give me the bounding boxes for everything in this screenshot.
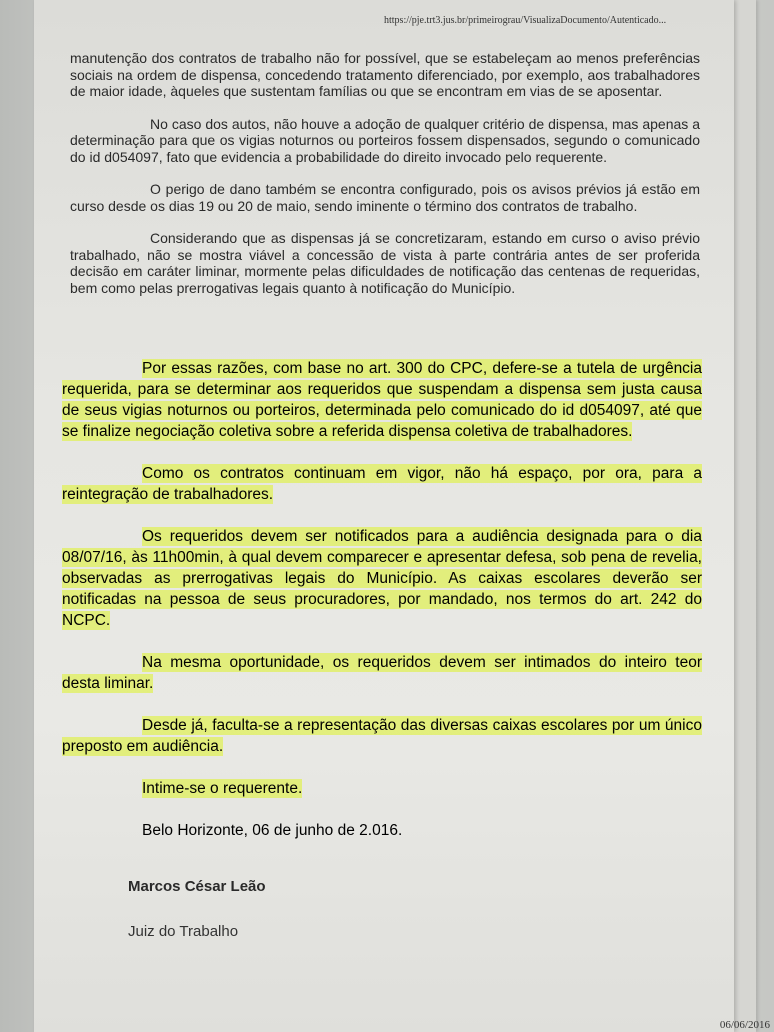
signer-name: Marcos César Leão	[128, 878, 266, 895]
paragraph-9: Desde já, faculta-se a representação das diversas caixas escolares por um único preposto em audiência.	[62, 717, 702, 755]
paragraph-7: Os requeridos devem ser notificados para a audiência designada para o dia 08/07/16, às 11h00min, à qual devem comparecer e apresentar defesa, sob pena de revelia, observadas as prerrogativas legais do Município. As caixas escolares deverão ser notificadas na pessoa de seus procuradores, por mandado, nos termos do art. 242 do NCPC.	[62, 528, 702, 629]
paragraph-6: Como os contratos continuam em vigor, não há espaço, por ora, para a reintegração de trabalhadores.	[62, 465, 702, 503]
paragraph-10: Intime-se o requerente.	[142, 780, 303, 797]
paragraph-11: Belo Horizonte, 06 de junho de 2.016.	[142, 822, 403, 839]
paragraph-3: O perigo de dano também se encontra configurado, pois os avisos prévios já estão em curso desde os dias 19 ou 20 de maio, sendo iminente o término dos contratos de trabalho.	[70, 181, 700, 214]
document-body	[70, 50, 700, 312]
highlighted-section	[62, 358, 702, 841]
signature-block	[128, 878, 266, 940]
paragraph-8: Na mesma oportunidade, os requeridos devem ser intimados do inteiro teor desta liminar.	[62, 654, 702, 692]
document-url: https://pje.trt3.jus.br/primeirograu/VisualizaDocumento/Autenticado...	[384, 15, 667, 26]
paragraph-1: manutenção dos contratos de trabalho não for possível, que se estabeleçam ao menos preferências sociais na ordem de dispensa, concedendo tratamento diferenciado, por exemplo, aos trabalhadores de maior idade, àqueles que sustentam famílias ou que se encontram em vias de se aposentar.	[70, 50, 700, 99]
signer-role: Juiz do Trabalho	[128, 923, 239, 940]
paragraph-5: Por essas razões, com base no art. 300 do CPC, defere-se a tutela de urgência requerida, para se determinar aos requeridos que suspendam a dispensa sem justa causa de seus vigias noturnos ou porteiros, determinada pelo comunicado do id d054097, até que se finalize negociação coletiva sobre a referida dispensa coletiva de trabalhadores.	[62, 360, 702, 440]
paragraph-2: No caso dos autos, não houve a adoção de qualquer critério de dispensa, mas apenas a determinação para que os vigias noturnos ou porteiros fossem dispensados, segundo o comunicado do id d054097, fato que evidencia a probabilidade do direito invocado pelo requerente.	[70, 115, 700, 165]
print-date: 06/06/2016	[719, 1019, 770, 1031]
paragraph-4: Considerando que as dispensas já se concretizaram, estando em curso o aviso prévio trabalhado, não se mostra viável a concessão de vista à parte contrária antes de ser proferida decisão em caráter liminar, mormente pelas dificuldades de notificação das centenas de requeridas, bem como pelas prerrogativas legais quanto à notificação do Município.	[70, 230, 700, 296]
